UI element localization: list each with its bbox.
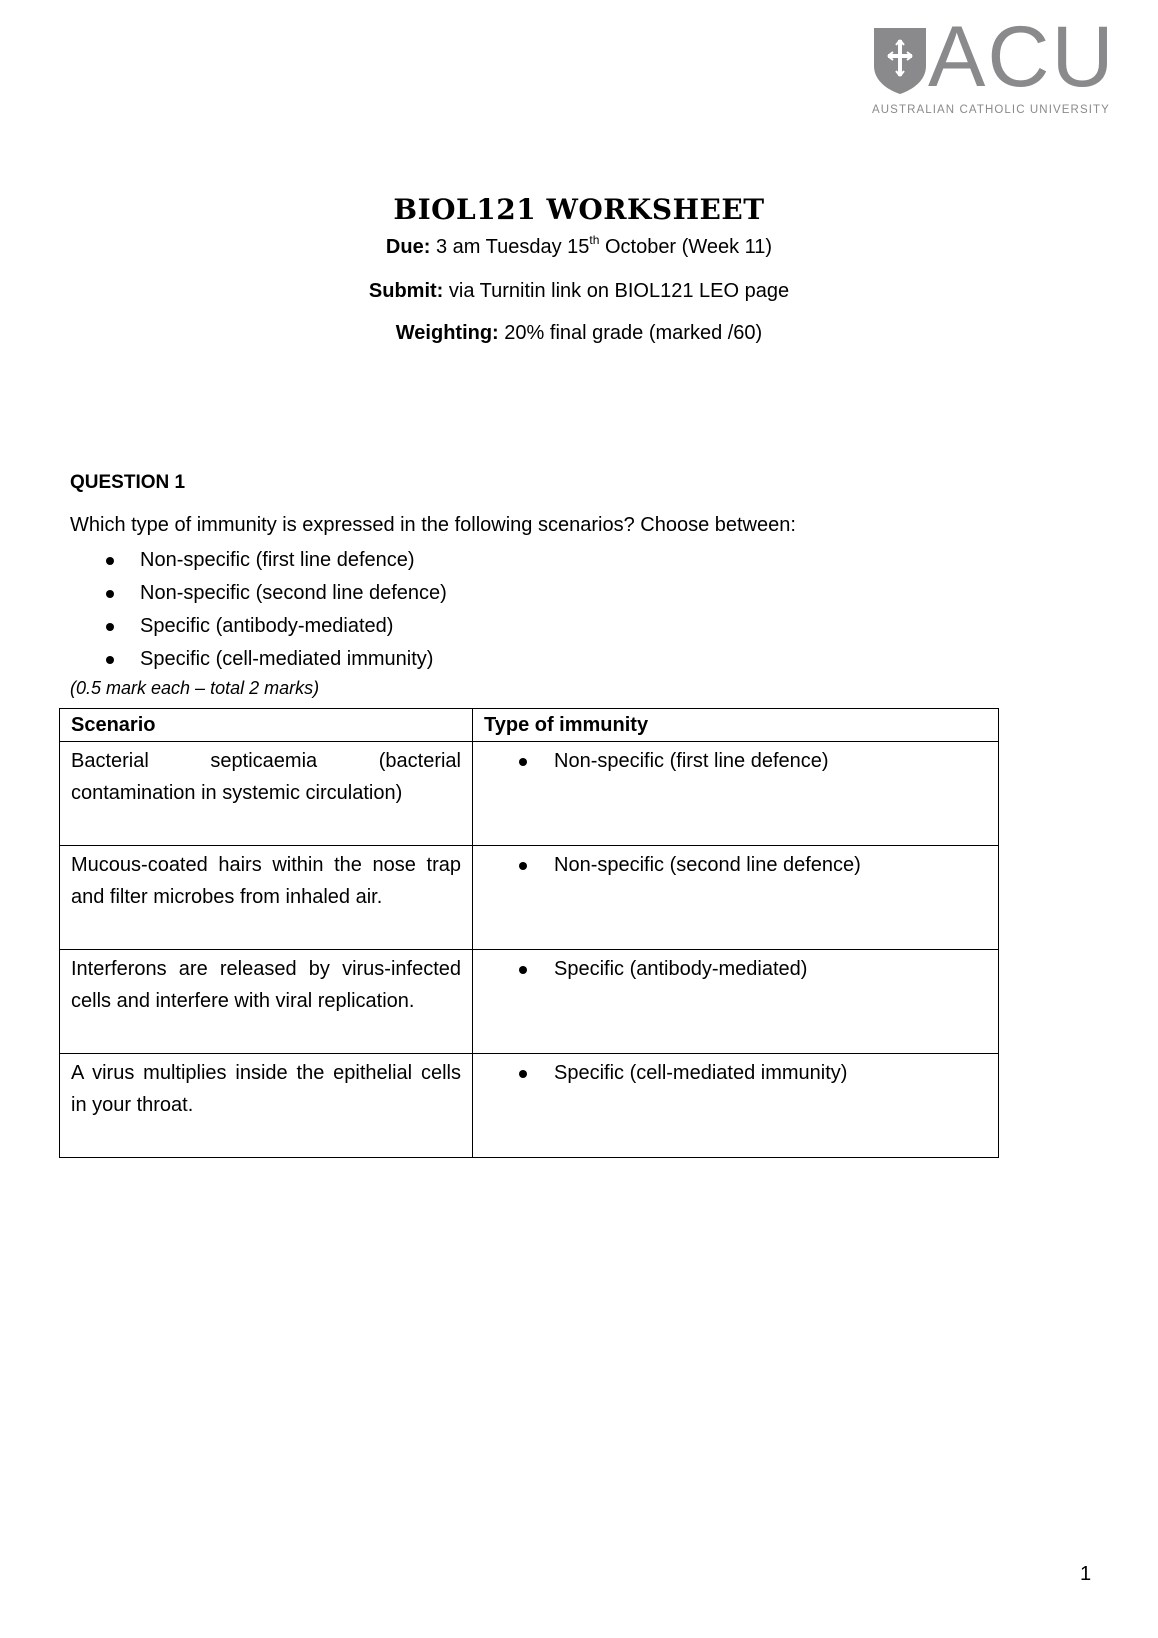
page-title: BIOL121 WORKSHEET bbox=[393, 193, 765, 226]
answer-text: Non-specific (first line defence) bbox=[554, 750, 829, 772]
answer-text: Specific (antibody-mediated) bbox=[554, 958, 808, 980]
bullet-icon bbox=[519, 966, 527, 974]
due-line bbox=[0, 233, 1158, 259]
list-item bbox=[70, 577, 447, 610]
scenario-cell: A virus multiplies inside the epithelial cells in your throat. bbox=[60, 1054, 473, 1158]
due-value-post: October (Week 11) bbox=[604, 236, 773, 258]
due-value-sup: th bbox=[589, 233, 600, 247]
bullet-icon bbox=[106, 590, 114, 598]
bullet-icon bbox=[106, 656, 114, 664]
answer-cell[interactable] bbox=[473, 742, 999, 846]
list-item bbox=[70, 610, 447, 643]
due-value-pre: 3 am Tuesday 15 bbox=[435, 236, 590, 258]
weighting-line bbox=[0, 322, 1158, 345]
table-row bbox=[60, 742, 999, 846]
shield-cross-icon bbox=[872, 26, 928, 96]
question-heading: QUESTION 1 bbox=[70, 472, 186, 493]
answer-text: Non-specific (second line defence) bbox=[554, 854, 861, 876]
bullet-icon bbox=[106, 623, 114, 631]
weighting-value: 20% final grade (marked /60) bbox=[504, 322, 763, 344]
scenario-cell: Mucous-coated hairs within the nose trap and filter microbes from inhaled air. bbox=[60, 846, 473, 950]
due-label: Due: bbox=[385, 236, 431, 258]
weighting-label: Weighting: bbox=[395, 322, 499, 344]
table-row bbox=[60, 846, 999, 950]
bullet-icon bbox=[519, 862, 527, 870]
table-row bbox=[60, 950, 999, 1054]
list-item bbox=[70, 544, 447, 577]
bullet-icon bbox=[519, 758, 527, 766]
table-header-row bbox=[60, 709, 999, 742]
column-header-immunity: Type of immunity bbox=[473, 709, 999, 742]
marks-note: (0.5 mark each – total 2 marks) bbox=[70, 678, 320, 698]
answer-text: Specific (cell-mediated immunity) bbox=[554, 1062, 848, 1084]
submit-line bbox=[0, 280, 1158, 303]
option-label: Non-specific (first line defence) bbox=[140, 549, 415, 571]
answer-cell[interactable] bbox=[473, 846, 999, 950]
option-label: Non-specific (second line defence) bbox=[140, 582, 447, 604]
page-number: 1 bbox=[1080, 1563, 1092, 1585]
scenario-cell: Interferons are released by virus-infected cells and interfere with viral replication. bbox=[60, 950, 473, 1054]
list-item bbox=[70, 643, 447, 676]
option-label: Specific (antibody-mediated) bbox=[140, 615, 394, 637]
answers-table bbox=[59, 708, 999, 1158]
options-list bbox=[70, 544, 447, 676]
scenario-cell: Bacterial septicaemia (bacterial contamination in systemic circulation) bbox=[60, 742, 473, 846]
logo-wordmark: ACU bbox=[928, 9, 1116, 105]
submit-value: via Turnitin link on BIOL121 LEO page bbox=[448, 280, 790, 302]
bullet-icon bbox=[519, 1070, 527, 1078]
column-header-scenario: Scenario bbox=[60, 709, 473, 742]
submit-label: Submit: bbox=[368, 280, 444, 302]
logo-subtitle: AUSTRALIAN CATHOLIC UNIVERSITY bbox=[872, 104, 1110, 114]
answer-cell[interactable] bbox=[473, 950, 999, 1054]
bullet-icon bbox=[106, 557, 114, 565]
question-prompt: Which type of immunity is expressed in the following scenarios? Choose between: bbox=[70, 514, 796, 536]
answer-cell[interactable] bbox=[473, 1054, 999, 1158]
table-row bbox=[60, 1054, 999, 1158]
acu-logo bbox=[872, 9, 1132, 116]
option-label: Specific (cell-mediated immunity) bbox=[140, 648, 434, 670]
